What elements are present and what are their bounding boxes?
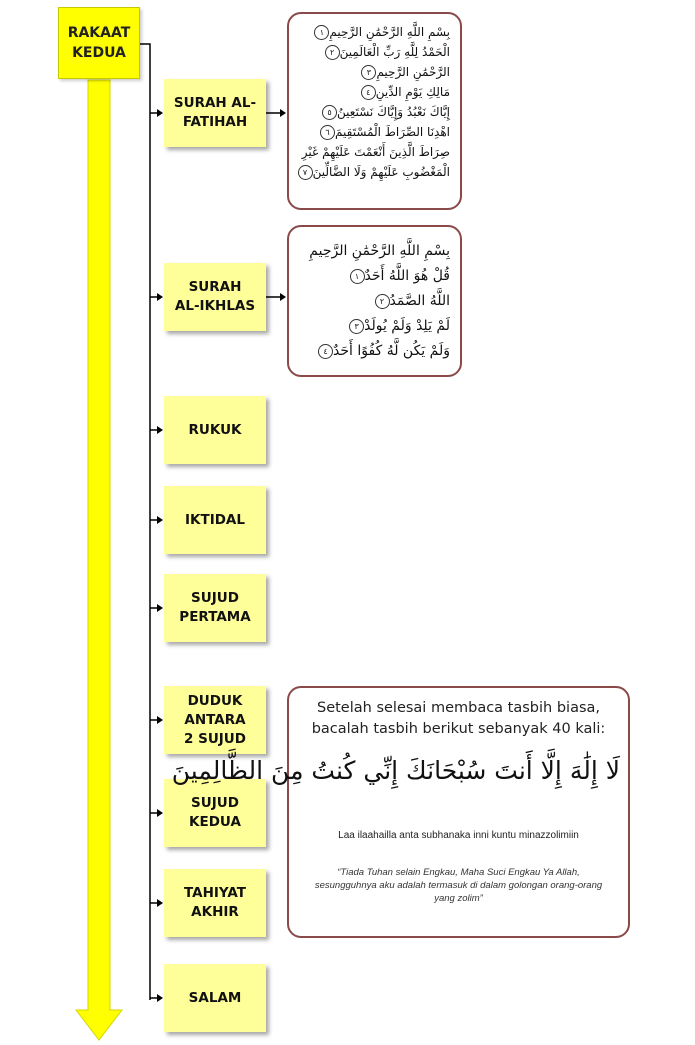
verse-number-marker: ٤ <box>361 85 376 100</box>
branch-arrowhead <box>157 604 163 612</box>
verse-text: إِيَّاكَ نَعْبُدُ وَإِيَّاكَ نَسْتَعِينُ <box>337 105 450 119</box>
fatihah-panel <box>287 12 462 210</box>
start-box-rakaat-kedua <box>58 7 140 79</box>
step-sujud-pertama <box>164 574 266 642</box>
verse-line <box>295 62 450 82</box>
timeline-arrow <box>76 80 122 1040</box>
step-label: RUKUK <box>188 421 242 438</box>
step-label: SALAM <box>188 989 242 1006</box>
verse-text: بِسْمِ اللَّهِ الرَّحْمَٰنِ الرَّحِيمِ <box>309 243 450 259</box>
branch-arrowhead <box>157 109 163 117</box>
verse-line <box>295 239 450 264</box>
verse-line <box>295 162 450 182</box>
verse-number-marker: ١ <box>314 25 329 40</box>
step-label: IKTIDAL <box>185 511 245 528</box>
branch-arrowhead <box>157 899 163 907</box>
verse-line <box>295 289 450 314</box>
verse-line <box>295 42 450 62</box>
verse-number-marker: ٦ <box>320 125 335 140</box>
verse-text: مَالِكِ يَوْمِ الدِّينِ <box>375 85 450 99</box>
step-label: SURAH AL-IKHLAS <box>174 279 256 314</box>
verse-line <box>295 22 450 42</box>
step-rukuk <box>164 396 266 464</box>
verse-text: صِرَاطَ الَّذِينَ أَنْعَمْتَ عَلَيْهِمْ غَيْرِ <box>301 145 450 159</box>
verse-number-marker: ٣ <box>361 65 376 80</box>
verse-line <box>295 82 450 102</box>
verse-text: اللَّهُ الصَّمَدُ <box>389 293 450 309</box>
verse-line <box>295 314 450 339</box>
fatihah-verses <box>295 22 450 182</box>
branch-arrowhead <box>157 994 163 1002</box>
verse-text: الْحَمْدُ لِلَّهِ رَبِّ الْعَالَمِينَ <box>339 45 450 59</box>
step-duduk-antara-2-sujud <box>164 686 266 754</box>
verse-line <box>295 339 450 364</box>
branch-arrowhead <box>157 716 163 724</box>
verse-number-marker: ١ <box>350 269 365 284</box>
branch-arrowhead <box>157 293 163 301</box>
step-sujud-kedua <box>164 779 266 847</box>
branch-arrows <box>150 109 163 1002</box>
verse-text: اهْدِنَا الصِّرَاطَ الْمُسْتَقِيمَ <box>335 125 450 139</box>
step-label: SUJUD PERTAMA <box>179 590 251 625</box>
step-surah-al-ikhlas <box>164 263 266 331</box>
branch-arrowhead <box>157 809 163 817</box>
verse-line <box>295 122 450 142</box>
verse-number-marker: ٤ <box>318 344 333 359</box>
verse-number-marker: ٢ <box>325 45 340 60</box>
fatihah-arrowhead <box>280 109 286 117</box>
ikhlas-verses <box>295 239 450 364</box>
step-label: TAHIYAT AKHIR <box>183 885 247 920</box>
ikhlas-arrowhead <box>280 293 286 301</box>
step-salam <box>164 964 266 1032</box>
step-label: SUJUD KEDUA <box>189 795 241 830</box>
verse-text: بِسْمِ اللَّهِ الرَّحْمَٰنِ الرَّحِيمِ <box>329 25 450 39</box>
verse-line <box>295 142 450 162</box>
step-label: DUDUK ANTARA 2 SUJUD <box>184 692 246 747</box>
tasbih-arabic: لَا إِلَٰهَ إِلَّا أَنتَ سُبْحَانَكَ إِنِّي كُنتُ مِنَ الظَّالِمِينَ <box>171 756 620 785</box>
ikhlas-panel <box>287 225 462 377</box>
verse-text: قُلْ هُوَ اللَّهُ أَحَدٌ <box>364 268 450 284</box>
verse-number-marker: ٣ <box>349 319 364 334</box>
step-tahiyat-akhir <box>164 869 266 937</box>
branch-arrowhead <box>157 516 163 524</box>
verse-text: لَمْ يَلِدْ وَلَمْ يُولَدْ <box>364 318 450 334</box>
step-iktidal <box>164 486 266 554</box>
verse-number-marker: ٢ <box>375 294 390 309</box>
tasbih-transliteration: Laa ilaahailla anta subhanaka inni kuntu minazzolimiin <box>338 830 579 841</box>
verse-line <box>295 264 450 289</box>
verse-line <box>295 102 450 122</box>
verse-number-marker: ٧ <box>298 165 313 180</box>
step-label: SURAH AL- FATIHAH <box>173 95 257 130</box>
start-connector <box>138 44 150 1000</box>
step-surah-al-fatihah <box>164 79 266 147</box>
verse-number-marker: ٥ <box>322 105 337 120</box>
tasbih-instruction: Setelah selesai membaca tasbih biasa, bacalah tasbih berikut sebanyak 40 kali: <box>311 700 606 737</box>
verse-text: الرَّحْمَٰنِ الرَّحِيمِ <box>376 65 450 79</box>
start-box-label: RAKAAT KEDUA <box>67 25 131 61</box>
tasbih-translation: “Tiada Tuhan selain Engkau, Maha Suci Engkau Ya Allah, sesungguhnya aku adalah termasuk di dalam golongan orang-orang yang zolim” <box>314 867 603 904</box>
verse-text: وَلَمْ يَكُن لَّهُ كُفُوًا أَحَدٌ <box>333 343 450 359</box>
branch-arrowhead <box>157 426 163 434</box>
verse-text: الْمَغْضُوبِ عَلَيْهِمْ وَلَا الضَّالِّينَ <box>312 165 450 179</box>
